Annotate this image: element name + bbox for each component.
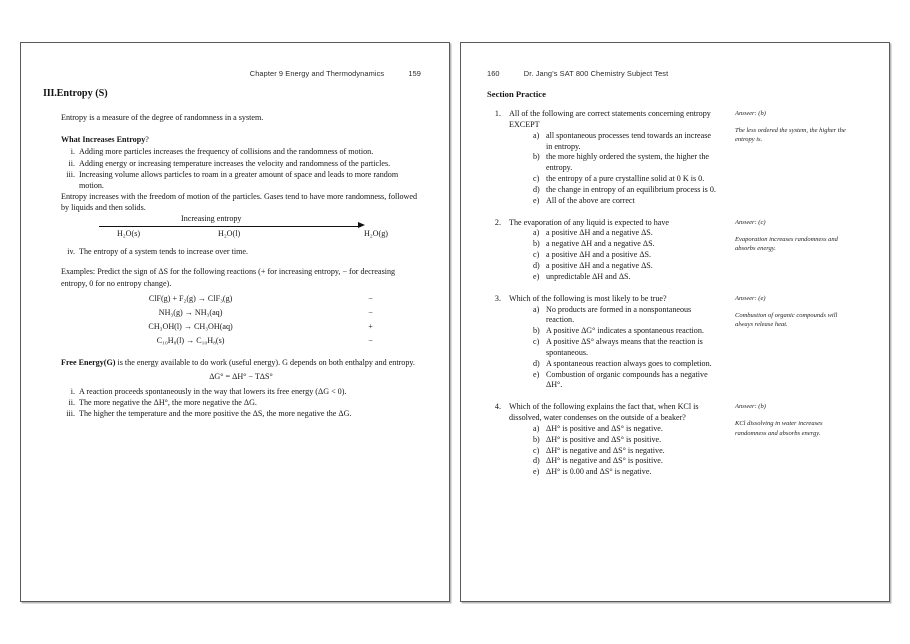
list-marker: ii. [68, 158, 75, 168]
choice-text: all spontaneous processes tend towards an increase in entropy. [546, 130, 711, 151]
choice-text: No products are formed in a nonspontaneous reaction. [546, 304, 692, 325]
list-text: The entropy of a system tends to increase over time. [79, 247, 249, 257]
practice-question-list [487, 109, 865, 489]
choice-text: a positive ΔH and a positive ΔS. [546, 250, 652, 260]
choice-text: a negative ΔH and a negative ΔS. [546, 239, 655, 249]
list-marker: ii. [68, 398, 75, 408]
choice-label: b) [533, 326, 540, 336]
section-practice-heading: Section Practice [487, 89, 546, 99]
reaction-sign: − [368, 294, 373, 304]
reaction-sign-table [61, 292, 421, 348]
choice-label: b) [533, 434, 540, 444]
diagram-arrow-line [99, 226, 361, 227]
answer-sidebar [735, 109, 853, 145]
choice-text: the entropy of a pure crystalline solid at 0 K is 0. [546, 174, 705, 184]
choice-option[interactable] [533, 337, 717, 359]
reaction-equation: C₁₀H₈(l) → C₁₀H₈(s) [156, 336, 225, 345]
question-number: 4. [494, 402, 501, 412]
choice-text: the change in entropy of an equilibrium process is 0. [546, 184, 716, 194]
choice-label: a) [533, 130, 540, 140]
question-item [487, 402, 865, 478]
choice-option[interactable] [533, 326, 717, 337]
answer-sidebar [735, 294, 853, 330]
choice-text: Combustion of organic compounds has a negative ΔH°. [546, 369, 708, 390]
choice-option[interactable] [533, 456, 717, 467]
item-iv-list [61, 246, 421, 257]
list-marker: iv. [67, 247, 75, 257]
choice-text: a positive ΔH and a negative ΔS. [546, 228, 653, 238]
subhead-question-mark: ? [145, 135, 149, 145]
gibbs-free-energy-equation: ΔG° = ΔH° − TΔS° [209, 371, 273, 381]
diagram-label-gas: H₂O(g) [364, 229, 388, 239]
section-title [43, 87, 421, 101]
choice-list [509, 228, 717, 282]
choice-label: a) [533, 228, 540, 238]
choice-option[interactable] [533, 131, 717, 153]
choice-label: e) [533, 271, 540, 281]
question-stem: Which of the following explains the fact that, when KCl is dissolved, water condenses on the outside of a beaker? [509, 402, 699, 423]
choice-label: b) [533, 239, 540, 249]
choice-option[interactable] [533, 261, 717, 272]
choice-label: b) [533, 152, 540, 162]
free-energy-term: Free Energy(G) [61, 357, 116, 367]
answer-explanation: The less ordered the system, the higher the entropy is. [735, 127, 846, 144]
reaction-equation: CH₃OH(l) → CH₃OH(aq) [148, 322, 233, 332]
reaction-equation: NH₃(g) → NH₃(aq) [158, 308, 223, 318]
list-item [61, 246, 421, 257]
choice-label: a) [533, 423, 540, 433]
choice-list [509, 424, 717, 478]
choice-label: a) [533, 304, 540, 314]
list-marker: iii. [66, 169, 75, 179]
reaction-sign: − [368, 336, 373, 345]
diagram-caption: Increasing entropy [181, 214, 242, 224]
table-row [61, 306, 421, 320]
diagram-label-solid: H₂O(s) [117, 229, 141, 239]
question-number: 2. [494, 217, 501, 227]
choice-label: d) [533, 260, 540, 270]
choice-text: ΔH° is negative and ΔS° is positive. [546, 456, 663, 466]
choice-label: e) [533, 369, 540, 379]
free-energy-text: is the energy available to do work (useful energy). G depends on both enthalpy and entropy. [115, 357, 415, 367]
answer-sidebar [735, 218, 853, 254]
answer-explanation: KCl dissolving in water increases randomness and absorbs energy. [735, 420, 823, 437]
free-energy-points-list [61, 386, 421, 419]
question-body [509, 294, 717, 392]
entropy-freedom-text: Entropy increases with the freedom of motion of the particles. Gases tend to have more randomness, followed by liquids and then solids. [61, 192, 418, 213]
page-left [20, 42, 450, 602]
choice-label: c) [533, 445, 540, 455]
free-energy-paragraph [61, 357, 421, 368]
question-stem: Which of the following is most likely to be true? [509, 293, 667, 303]
reaction-sign: + [368, 322, 373, 332]
choice-text: ΔH° is positive and ΔS° is negative. [546, 423, 663, 433]
section-numeral: III. [43, 88, 57, 99]
choice-label: c) [533, 250, 540, 260]
table-row [61, 334, 421, 348]
answer-key: Answer: (e) [735, 294, 766, 302]
list-marker: i. [70, 386, 75, 396]
book-title: Dr. Jang’s SAT 800 Chemistry Subject Test [523, 69, 669, 78]
choice-text: ΔH° is positive and ΔS° is positive. [546, 434, 662, 444]
choice-label: d) [533, 358, 540, 368]
choice-option[interactable] [533, 359, 717, 370]
choice-text: ΔH° is 0.00 and ΔS° is negative. [546, 467, 652, 477]
list-marker: iii. [66, 409, 75, 419]
choice-text: A positive ΔG° indicates a spontaneous reaction. [546, 326, 704, 336]
list-item [61, 408, 421, 419]
list-item [61, 169, 421, 191]
choice-option[interactable] [533, 174, 717, 185]
choice-option[interactable] [533, 305, 717, 327]
entropy-definition: Entropy is a measure of the degree of randomness in a system. [61, 113, 264, 123]
list-text: A reaction proceeds spontaneously in the way that lowers its free energy (ΔG < 0). [79, 386, 347, 396]
choice-option[interactable] [533, 467, 717, 478]
choice-label: c) [533, 174, 540, 184]
choice-option[interactable] [533, 152, 717, 174]
table-row [61, 320, 421, 334]
choice-option[interactable] [533, 196, 717, 207]
running-head-chapter: Chapter 9 Energy and Thermodynamics [249, 69, 385, 78]
choice-option[interactable] [533, 239, 717, 250]
choice-option[interactable] [533, 424, 717, 435]
page-number-right: 160 [487, 69, 500, 78]
entropy-arrow-diagram [61, 215, 421, 245]
choice-text: A positive ΔS° always means that the reaction is spontaneous. [546, 337, 703, 357]
list-item [61, 146, 421, 157]
answer-key: Answer: (b) [735, 403, 766, 411]
list-item [61, 386, 421, 397]
question-number: 3. [494, 293, 501, 303]
table-row [61, 292, 421, 306]
left-page-body [43, 87, 421, 419]
choice-option[interactable] [533, 185, 717, 196]
question-body [509, 402, 717, 478]
reaction-sign: − [368, 308, 373, 318]
diagram-label-liquid: H₂O(l) [218, 229, 241, 239]
question-body [509, 109, 717, 207]
list-text: The more negative the ΔH°, the more negative the ΔG. [79, 398, 257, 408]
question-item [487, 218, 865, 283]
question-item [487, 294, 865, 392]
reaction-equation: ClF(g) + F₂(g) → ClF₃(g) [148, 294, 233, 304]
question-number: 1. [494, 109, 501, 118]
list-text: The higher the temperature and the more positive the ΔS, the more negative the ΔG. [79, 409, 352, 419]
choice-text: unpredictable ΔH and ΔS. [546, 271, 631, 281]
list-item [61, 158, 421, 169]
answer-explanation: Combustion of organic compounds will always release heat. [735, 311, 838, 329]
answer-explanation: Evaporation increases randomness and absorbs energy. [735, 235, 838, 253]
choice-text: ΔH° is negative and ΔS° is negative. [546, 445, 665, 455]
section-title-text: Entropy (S) [56, 88, 108, 99]
choice-text: All of the above are correct [546, 195, 635, 205]
answer-sidebar [735, 402, 853, 438]
choice-label: e) [533, 195, 540, 205]
choice-option[interactable] [533, 250, 717, 261]
choice-option[interactable] [533, 435, 717, 446]
choice-option[interactable] [533, 446, 717, 457]
list-text: Increasing volume allows particles to roam in a greater amount of space and leads to more random motion. [79, 169, 399, 190]
page-right [460, 42, 890, 602]
increase-entropy-list [61, 146, 421, 191]
choice-option[interactable] [533, 370, 717, 392]
question-stem: All of the following are correct statements concerning entropy EXCEPT [509, 109, 711, 129]
page-number-left: 159 [408, 69, 421, 78]
list-text: Adding more particles increases the frequency of collisions and the randomness of motion. [79, 147, 374, 157]
running-head-left [250, 69, 421, 78]
choice-label: e) [533, 467, 540, 477]
choice-option[interactable] [533, 272, 717, 283]
choice-text: A spontaneous reaction always goes to completion. [546, 358, 712, 368]
choice-label: d) [533, 456, 540, 466]
choice-list [509, 305, 717, 392]
choice-list [509, 131, 717, 207]
choice-label: d) [533, 184, 540, 194]
list-item [61, 397, 421, 408]
answer-key: Answer: (c) [735, 218, 766, 226]
answer-key: Answer: (b) [735, 110, 766, 117]
examples-intro: Examples: Predict the sign of ΔS for the following reactions (+ for increasing entropy, − for decreasing entropy, 0 for no entropy change). [61, 267, 396, 288]
question-item [487, 109, 865, 207]
list-marker: i. [70, 147, 75, 157]
list-text: Adding energy or increasing temperature increases the velocity and randomness of the particles. [79, 158, 391, 168]
subhead-text: What Increases Entropy [61, 135, 146, 145]
question-stem: The evaporation of any liquid is expected to have [509, 217, 670, 227]
choice-text: the more highly ordered the system, the higher the entropy. [546, 152, 709, 173]
question-body [509, 218, 717, 283]
choice-option[interactable] [533, 228, 717, 239]
choice-label: c) [533, 337, 540, 347]
what-increases-entropy-heading [61, 134, 421, 145]
choice-text: a positive ΔH and a negative ΔS. [546, 260, 653, 270]
running-head-right [487, 69, 668, 78]
